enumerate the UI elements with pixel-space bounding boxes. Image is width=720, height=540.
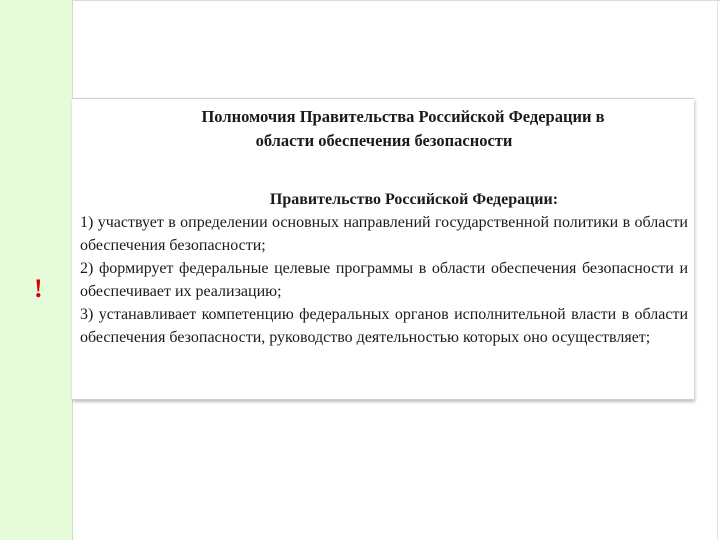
top-divider <box>72 0 720 1</box>
content-body <box>80 188 688 349</box>
right-divider <box>717 0 718 540</box>
left-sidebar <box>0 0 73 540</box>
list-item-2: 2) формирует федеральные целевые программы в области обеспечения безопасности и обеспечивает их реализацию; <box>80 260 688 300</box>
exclamation-mark-icon: ! <box>34 274 43 303</box>
subheading: Правительство Российской Федерации: <box>269 191 559 208</box>
title-line-2: области обеспечения безопасности <box>255 131 513 150</box>
title-line-1: Полномочия Правительства Российской Федерации в <box>201 107 605 126</box>
content-panel <box>72 98 694 400</box>
list-item-1: 1) участвует в определении основных направлений государственной политики в области обеспечения безопасности; <box>80 214 688 254</box>
list-item-3: 3) устанавливает компетенцию федеральных органов исполнительной власти в области обеспечения безопасности, руководство деятельностью которых оно осуществляет; <box>80 306 688 346</box>
page-title <box>72 105 694 153</box>
